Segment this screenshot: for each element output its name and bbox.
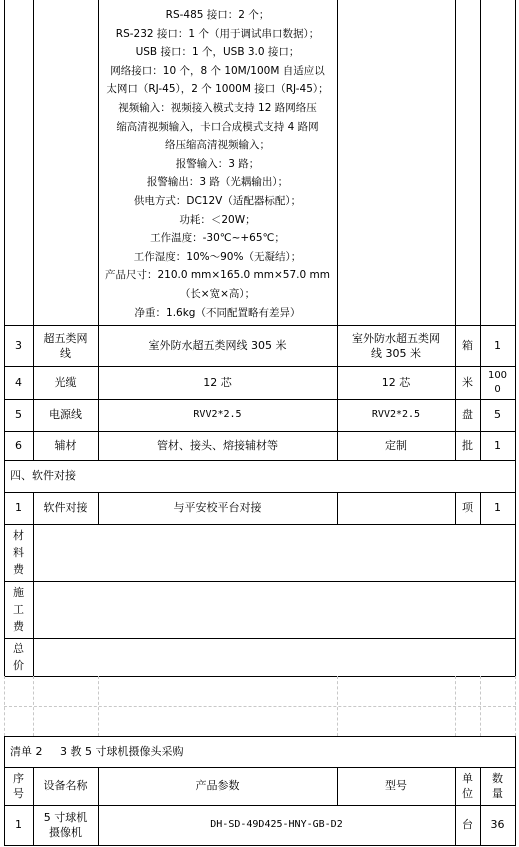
row-model	[337, 325, 455, 366]
row-name-line: 摄像机	[49, 826, 82, 839]
section-heading: 四、软件对接	[10, 469, 76, 482]
row-name	[33, 325, 98, 366]
row-name-line: 线	[60, 346, 71, 360]
spec-line: 视频输入：视频接入模式支持 12 路网络压	[118, 101, 317, 114]
header-char: 单	[462, 772, 473, 785]
row-unit: 批	[462, 438, 473, 452]
row-name	[33, 805, 98, 845]
row-name: 电源线	[49, 408, 82, 421]
row-unit: 盘	[462, 408, 473, 421]
material-fee-label	[4, 524, 33, 581]
fee-char: 材	[13, 529, 24, 542]
fee-char: 费	[13, 563, 24, 576]
header-model: 型号	[385, 779, 407, 792]
spec-line: RS-232 接口：1 个（用于调试串口数据）；	[115, 27, 320, 40]
spec-line: 功耗：＜20W；	[179, 213, 256, 226]
row-param: 与平安校平台对接	[173, 501, 262, 514]
header-qty	[480, 767, 515, 805]
row-qty: 1	[494, 501, 501, 514]
row-qty: 5	[494, 408, 501, 421]
row-unit: 箱	[462, 338, 473, 352]
header-char: 序	[13, 772, 24, 785]
spec-text	[98, 6, 337, 322]
row-no: 4	[15, 375, 22, 389]
spec-line: 供电方式：DC12V（适配器标配）；	[133, 194, 302, 207]
row-name: 软件对接	[43, 501, 88, 514]
construction-fee-label	[4, 581, 33, 638]
row-unit: 台	[462, 818, 473, 831]
row-name: 光缆	[54, 375, 77, 389]
row-unit: 项	[462, 501, 473, 514]
row-qty	[480, 366, 515, 399]
spec-line: 产品尺寸：210.0 mm×165.0 mm×57.0 mm	[105, 269, 330, 282]
fee-char: 工	[13, 603, 24, 616]
header-char: 位	[462, 787, 473, 800]
spec-line: 络压缩高清视频输入；	[165, 139, 270, 152]
row-model: 定制	[385, 438, 407, 452]
row-param: 室外防水超五类网线 305 米	[148, 338, 287, 352]
total-price-label	[4, 638, 33, 676]
row-name: 辅材	[54, 438, 77, 452]
row-model: 12 芯	[381, 375, 411, 389]
fee-char: 料	[13, 546, 24, 559]
row-param: 管材、接头、熔接辅材等	[157, 438, 278, 452]
row-unit: 米	[462, 375, 473, 389]
header-no	[4, 767, 33, 805]
header-char: 量	[492, 787, 503, 800]
row-name-line: 5 寸球机	[43, 811, 88, 824]
header-name: 设备名称	[43, 779, 88, 792]
row-qty: 36	[490, 818, 505, 831]
row-qty: 1	[494, 438, 501, 452]
fee-char: 价	[13, 659, 24, 672]
row-model: RVV2*2.5	[371, 409, 421, 420]
header-param: 产品参数	[195, 779, 240, 792]
spec-line: 报警输入：3 路；	[175, 157, 260, 170]
fee-char: 总	[13, 642, 24, 655]
row-param: DH-SD-49D425-HNY-GB-D2	[210, 819, 343, 830]
spec-line: 网络接口：10 个，8 个 10M/100M 自适应以	[110, 64, 325, 77]
row-no: 1	[15, 818, 22, 831]
spec-line: RS-485 接口：2 个；	[165, 9, 270, 21]
row-model-line: 线 305 米	[371, 346, 421, 360]
spec-line: 净重：1.6kg（不同配置略有差异）	[134, 306, 301, 319]
spec-line: 报警输出：3 路（光耦输出）；	[146, 176, 289, 189]
list2-title: 清单 2 3 教 5 寸球机摄像头采购	[10, 744, 184, 758]
row-qty: 1	[494, 338, 501, 352]
spec-line: 太网口（RJ-45），2 个 1000M 接口（RJ-45）；	[106, 83, 329, 96]
row-no: 3	[15, 338, 22, 352]
header-char: 数	[492, 772, 503, 785]
row-no: 6	[15, 438, 22, 452]
row-name-line: 超五类网	[43, 331, 88, 345]
spec-line: （长×宽×高）；	[179, 287, 256, 300]
spec-line: USB 接口：1 个，USB 3.0 接口；	[135, 46, 300, 59]
row-param: RVV2*2.5	[193, 409, 242, 420]
row-qty-line: 100	[487, 369, 508, 381]
row-qty-line: 0	[494, 383, 501, 395]
header-unit	[455, 767, 480, 805]
fee-char: 施	[13, 586, 24, 599]
spec-line: 缩高清视频输入，卡口合成模式支持 4 路网	[116, 120, 319, 133]
spec-line: 工作温度：-30℃~+65℃；	[150, 232, 285, 245]
row-no: 5	[15, 408, 22, 421]
row-model-line: 室外防水超五类网	[352, 331, 440, 345]
spec-line: 工作湿度：10%～90%（无凝结）；	[133, 250, 302, 263]
row-no: 1	[15, 501, 22, 514]
fee-char: 费	[13, 620, 24, 633]
row-param: 12 芯	[203, 375, 232, 389]
header-char: 号	[13, 787, 24, 800]
